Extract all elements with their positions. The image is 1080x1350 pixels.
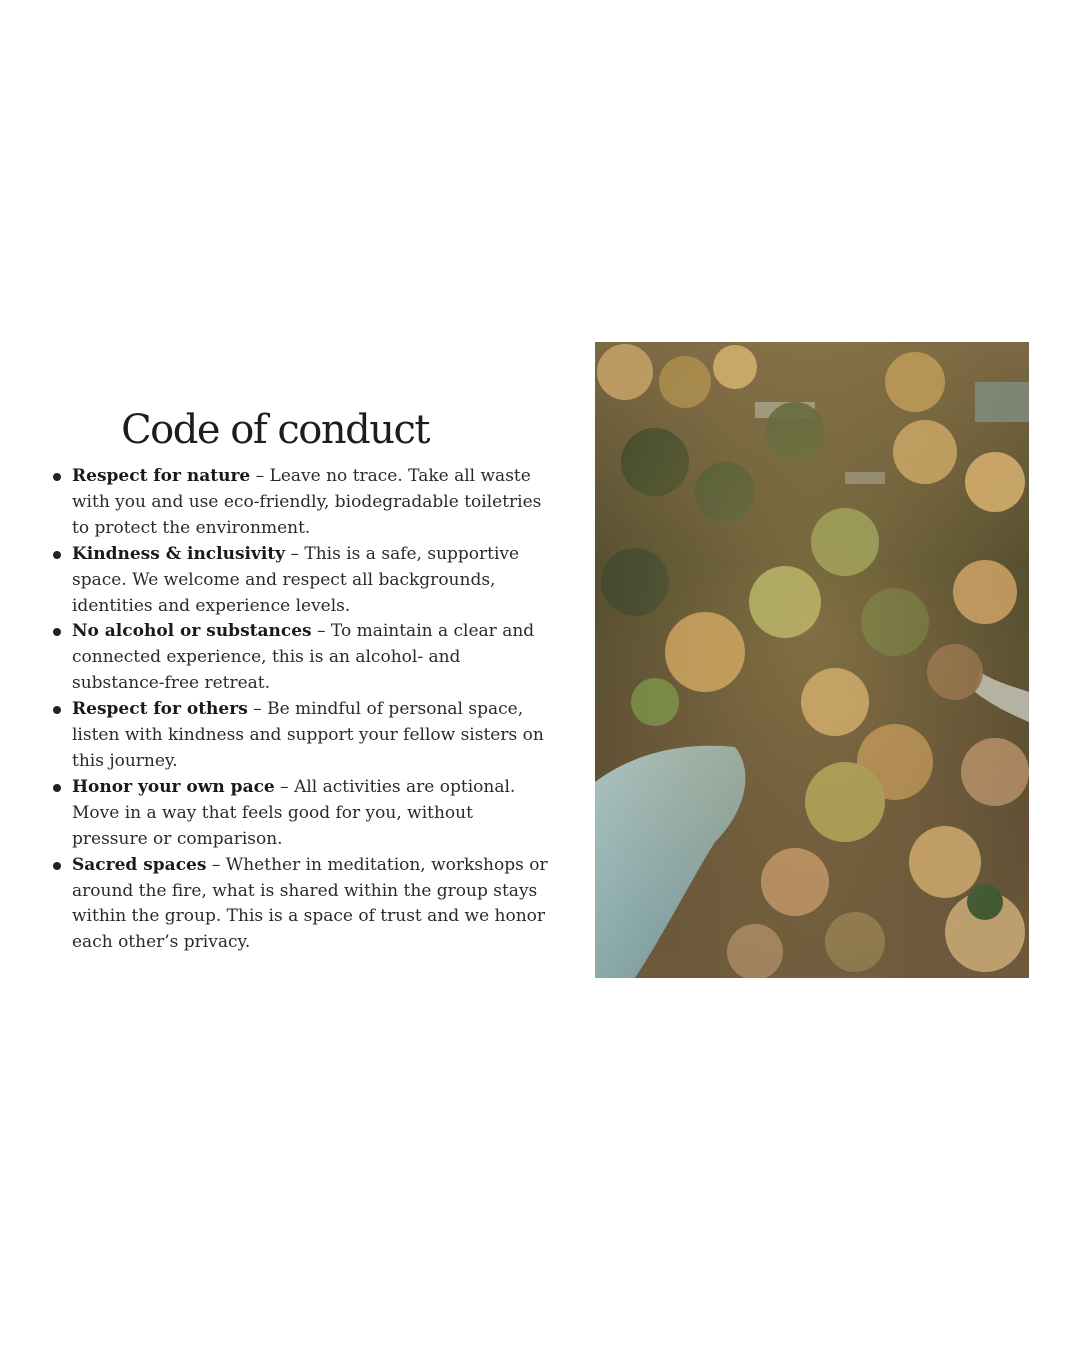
rule-separator: –: [285, 543, 305, 564]
rule-text: All activities are optional. Move in a way that feels good for you, without pressure or comparison.: [72, 776, 516, 849]
bullet-icon: [53, 862, 61, 870]
rule-title: Kindness & inclusivity: [72, 543, 286, 564]
forest-illustration: [595, 342, 1029, 978]
list-item: [52, 853, 552, 957]
rule-text: This is a safe, supportive space. We welcome and respect all backgrounds, identities and experience levels.: [72, 543, 520, 616]
bullet-icon: [53, 784, 61, 792]
rule-text: Whether in meditation, workshops or around the fire, what is shared within the group stays within the group. This is a space of trust and we honor each other’s privacy.: [72, 854, 548, 953]
bullet-icon: [53, 628, 61, 636]
rule-title: No alcohol or substances: [72, 621, 312, 642]
rule-title: Respect for nature: [72, 466, 251, 486]
rule-text: Be mindful of personal space, listen with kindness and support your fellow sisters on this journey.: [72, 699, 544, 771]
rule-text: Leave no trace. Take all waste with you and use eco-friendly, biodegradable toiletries to protect the environment.: [72, 466, 542, 538]
bullet-icon: [53, 551, 61, 559]
rule-text: To maintain a clear and connected experience, this is an alcohol- and substance-free retreat.: [72, 621, 535, 694]
list-item: [52, 775, 552, 853]
rule-separator: –: [311, 621, 331, 642]
code-of-conduct-list: [52, 464, 552, 956]
page-title: Code of conduct: [121, 407, 429, 453]
rule-title: Sacred spaces: [72, 854, 207, 875]
rule-separator: –: [274, 776, 295, 797]
rule-separator: –: [247, 699, 268, 720]
list-item: [52, 464, 552, 542]
rule-separator: –: [206, 854, 226, 875]
list-item: [52, 697, 552, 775]
rule-title: Honor your own pace: [72, 776, 275, 797]
rule-title: Respect for others: [72, 699, 248, 720]
list-item: [52, 619, 552, 697]
bullet-icon: [53, 473, 61, 481]
rule-separator: –: [250, 466, 270, 486]
list-item: [52, 542, 552, 620]
forest-aerial-photo: [595, 342, 1029, 978]
bullet-icon: [53, 706, 61, 714]
